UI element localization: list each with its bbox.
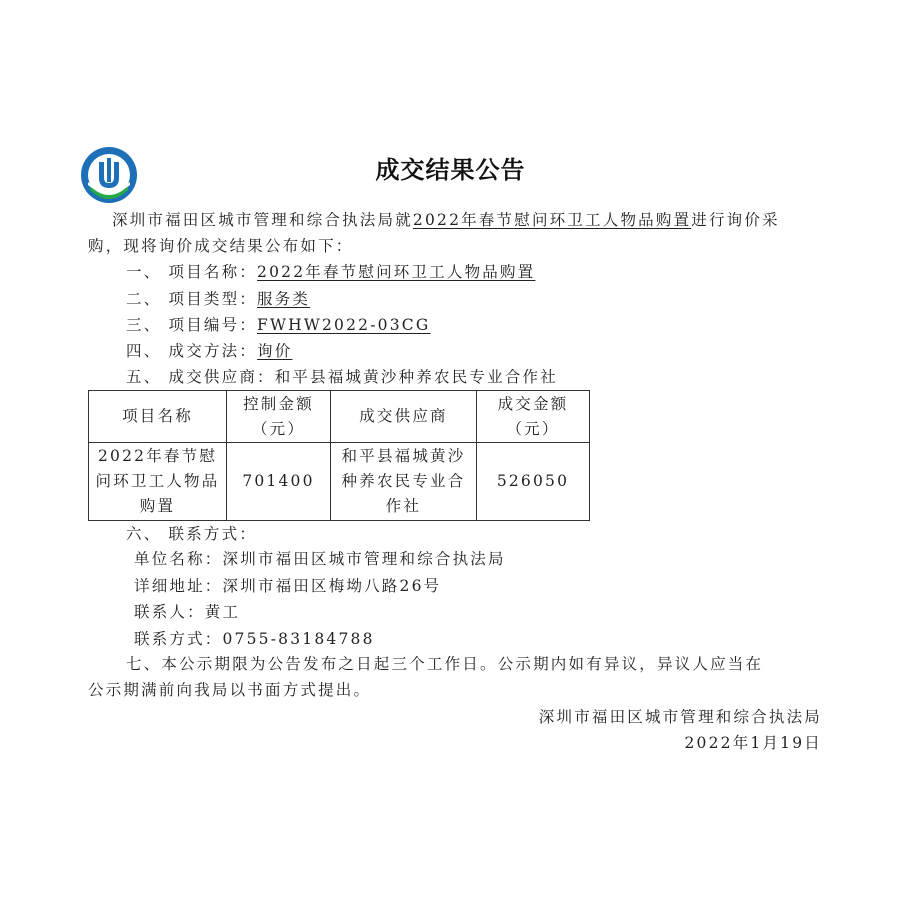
table-header-row	[89, 391, 590, 443]
item-deal-method	[126, 341, 292, 361]
table-header: 成交金额（元）	[477, 391, 590, 443]
intro-suffix: 进行询价采	[691, 211, 780, 229]
table-header: 成交供应商	[331, 391, 477, 443]
item-value: 服务类	[257, 290, 311, 308]
table-row	[89, 443, 590, 521]
table-header: 控制金额（元）	[227, 391, 331, 443]
footer-org: 深圳市福田区城市管理和综合执法局	[538, 708, 822, 726]
intro-prefix: 深圳市福田区城市管理和综合执法局就	[112, 211, 413, 229]
intro-project-name: 2022年春节慰问环卫工人物品购置	[412, 211, 692, 229]
table-cell: 2022年春节慰问环卫工人物品购置	[89, 443, 227, 521]
item-project-type	[126, 289, 310, 309]
item-label: 四、 成交方法：	[126, 342, 258, 360]
notice-line-1: 七、本公示期限为公告发布之日起三个工作日。公示期内如有异议，异议人应当在	[126, 655, 764, 673]
contact-unit: 单位名称：深圳市福田区城市管理和综合执法局	[134, 550, 506, 568]
result-table	[88, 390, 590, 521]
intro-line-1	[112, 210, 780, 230]
item-value: 2022年春节慰问环卫工人物品购置	[257, 263, 536, 281]
item-label: 二、 项目类型：	[126, 290, 258, 308]
contact-person: 联系人：黄工	[134, 603, 241, 621]
item-label: 三、 项目编号：	[126, 316, 258, 334]
supplier-line: 五、 成交供应商：和平县福城黄沙种养农民专业合作社	[126, 368, 558, 386]
intro-line-2: 购，现将询价成交结果公布如下：	[88, 237, 354, 255]
table-cell: 701400	[227, 443, 331, 521]
table-cell: 和平县福城黄沙种养农民专业合作社	[331, 443, 477, 521]
item-value: 询价	[257, 342, 293, 360]
item-project-number	[126, 315, 430, 335]
footer-date: 2022年1月19日	[684, 734, 822, 752]
contact-phone: 联系方式：0755-83184788	[134, 630, 375, 648]
item-label: 一、 项目名称：	[126, 263, 258, 281]
contact-heading: 六、 联系方式：	[126, 525, 258, 543]
item-value: FWHW2022-03CG	[257, 316, 431, 334]
page-title: 成交结果公告	[375, 156, 526, 184]
table-header: 项目名称	[89, 391, 227, 443]
notice-line-2: 公示期满前向我局以书面方式提出。	[88, 681, 372, 699]
contact-address: 详细地址：深圳市福田区梅坳八路26号	[134, 577, 442, 595]
item-project-name	[126, 262, 535, 282]
table-cell: 526050	[477, 443, 590, 521]
